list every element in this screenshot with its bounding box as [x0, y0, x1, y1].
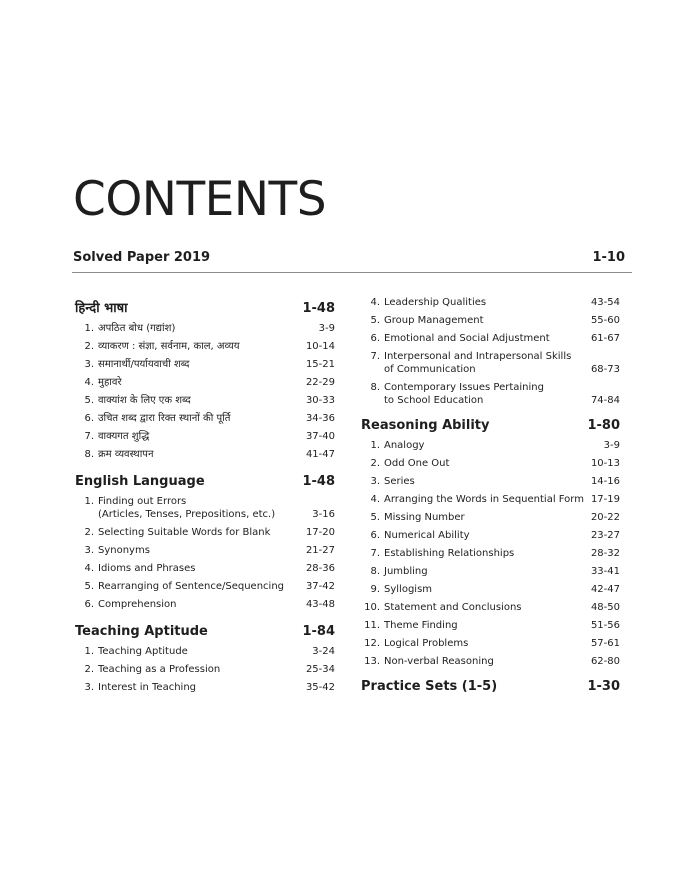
item-pages: 55-60	[590, 315, 620, 326]
item-number: 1.	[84, 496, 94, 507]
item-pages: 33-41	[590, 566, 620, 577]
item-number: 1.	[84, 323, 94, 334]
item-number: 4.	[370, 297, 380, 308]
toc-item[interactable]	[361, 381, 620, 407]
toc-item[interactable]	[361, 565, 620, 578]
toc-item[interactable]	[75, 663, 335, 676]
item-number: 13.	[364, 656, 380, 667]
toc-item[interactable]	[361, 296, 620, 309]
item-title: Contemporary Issues Pertaining	[384, 382, 544, 393]
item-pages: 37-40	[305, 431, 335, 442]
section-heading[interactable]	[361, 417, 620, 435]
toc-item[interactable]	[75, 448, 335, 461]
item-title: Selecting Suitable Words for Blank	[98, 527, 271, 538]
item-number: 5.	[370, 512, 380, 523]
item-number: 3.	[84, 545, 94, 556]
item-title: मुहावरे	[98, 377, 122, 388]
item-title: Comprehension	[98, 599, 177, 610]
toc-item[interactable]	[361, 547, 620, 560]
item-number: 6.	[370, 333, 380, 344]
item-pages: 48-50	[590, 602, 620, 613]
toc-item[interactable]	[361, 475, 620, 488]
toc-item[interactable]	[75, 562, 335, 575]
item-pages: 43-48	[305, 599, 335, 610]
item-pages: 15-21	[305, 359, 335, 370]
item-number: 10.	[364, 602, 380, 613]
toc-list	[361, 296, 620, 407]
item-number: 2.	[370, 458, 380, 469]
item-pages: 28-36	[305, 563, 335, 574]
item-pages: 14-16	[590, 476, 620, 487]
item-pages: 43-54	[590, 297, 620, 308]
item-pages: 3-9	[603, 440, 620, 451]
toc-item[interactable]	[75, 376, 335, 389]
item-title: Synonyms	[98, 545, 150, 556]
item-pages: 10-14	[305, 341, 335, 352]
item-number: 9.	[370, 584, 380, 595]
item-title: Series	[384, 476, 415, 487]
item-number: 1.	[84, 646, 94, 657]
item-pages: 10-13	[590, 458, 620, 469]
item-title: Interpersonal and Intrapersonal Skills	[384, 351, 572, 362]
item-number: 5.	[84, 581, 94, 592]
left-column	[75, 296, 335, 699]
section-title: English Language	[75, 474, 205, 489]
item-title: व्याकरण : संज्ञा, सर्वनाम, काल, अव्यय	[98, 341, 240, 352]
item-title: Syllogism	[384, 584, 433, 595]
item-number: 5.	[84, 395, 94, 406]
item-number: 3.	[84, 682, 94, 693]
item-title: Numerical Ability	[384, 530, 470, 541]
item-title: Finding out Errors	[98, 496, 187, 507]
item-pages: 42-47	[590, 584, 620, 595]
toc-item[interactable]	[75, 598, 335, 611]
section-heading[interactable]	[75, 300, 335, 318]
toc-item[interactable]	[75, 526, 335, 539]
toc-list	[361, 439, 620, 668]
item-title: Logical Problems	[384, 638, 469, 649]
item-number: 8.	[84, 449, 94, 460]
toc-item[interactable]	[361, 601, 620, 614]
item-number: 4.	[370, 494, 380, 505]
item-title: Leadership Qualities	[384, 297, 487, 308]
item-number: 7.	[370, 548, 380, 559]
toc-item[interactable]	[361, 493, 620, 506]
toc-list	[75, 645, 335, 694]
item-pages: 34-36	[305, 413, 335, 424]
item-title: Emotional and Social Adjustment	[384, 333, 550, 344]
item-title: Statement and Conclusions	[384, 602, 522, 613]
item-title: Theme Finding	[384, 620, 458, 631]
toc-item[interactable]	[75, 544, 335, 557]
item-number: 3.	[84, 359, 94, 370]
toc-item[interactable]	[361, 314, 620, 327]
item-pages: 68-73	[590, 364, 620, 375]
item-pages: 28-32	[590, 548, 620, 559]
toc-list	[75, 495, 335, 611]
item-title: Non-verbal Reasoning	[384, 656, 494, 667]
item-number: 5.	[370, 315, 380, 326]
item-title: Group Management	[384, 315, 484, 326]
item-title: Idioms and Phrases	[98, 563, 196, 574]
item-title: उचित शब्द द्वारा रिक्त स्थानों की पूर्ति	[98, 413, 231, 424]
section-pages: 1-84	[302, 624, 335, 639]
toc-item[interactable]	[75, 580, 335, 593]
item-title: Establishing Relationships	[384, 548, 515, 559]
item-title: Jumbling	[384, 566, 428, 577]
item-number: 6.	[84, 413, 94, 424]
item-number: 1.	[370, 440, 380, 451]
toc-item[interactable]	[361, 529, 620, 542]
item-pages: 37-42	[305, 581, 335, 592]
item-title: of Communication	[384, 364, 476, 375]
toc-item[interactable]	[75, 681, 335, 694]
toc-list	[75, 322, 335, 461]
toc-item[interactable]	[75, 412, 335, 425]
item-title: वाक्यगत शुद्धि	[98, 431, 150, 442]
section-title: Reasoning Ability	[361, 418, 490, 433]
toc-item[interactable]	[361, 350, 620, 376]
toc-item[interactable]	[75, 322, 335, 335]
item-pages: 74-84	[590, 395, 620, 406]
item-title: वाक्यांश के लिए एक शब्द	[98, 395, 191, 406]
item-pages: 35-42	[305, 682, 335, 693]
item-title: क्रम व्यवस्थापन	[98, 449, 154, 460]
page-title: CONTENTS	[73, 172, 327, 227]
toc-item[interactable]	[361, 511, 620, 524]
toc-item[interactable]	[361, 637, 620, 650]
item-pages: 3-24	[312, 646, 335, 657]
divider	[72, 272, 632, 273]
item-pages: 61-67	[590, 333, 620, 344]
section-pages: 1-30	[587, 679, 620, 694]
section-title: हिन्दी भाषा	[75, 301, 128, 316]
item-title: अपठित बोध (गद्यांश)	[98, 323, 176, 334]
item-title: Analogy	[384, 440, 425, 451]
section-pages: 1-80	[587, 418, 620, 433]
right-column	[361, 296, 620, 700]
section-pages: 1-48	[302, 474, 335, 489]
item-number: 3.	[370, 476, 380, 487]
item-title: Rearranging of Sentence/Sequencing	[98, 581, 285, 592]
item-number: 2.	[84, 664, 94, 675]
section-heading[interactable]	[361, 678, 620, 696]
item-number: 2.	[84, 527, 94, 538]
toc-item[interactable]	[75, 495, 335, 521]
item-number: 12.	[364, 638, 380, 649]
toc-item[interactable]	[75, 358, 335, 371]
item-number: 8.	[370, 382, 380, 393]
section-heading[interactable]	[75, 473, 335, 491]
toc-item[interactable]	[361, 457, 620, 470]
item-title: to School Education	[384, 395, 484, 406]
toc-item[interactable]	[361, 655, 620, 668]
toc-item[interactable]	[75, 394, 335, 407]
solved-paper-pages: 1-10	[592, 250, 625, 265]
toc-item[interactable]	[361, 583, 620, 596]
item-pages: 57-61	[590, 638, 620, 649]
item-number: 4.	[84, 377, 94, 388]
item-title: (Articles, Tenses, Prepositions, etc.)	[98, 509, 276, 520]
solved-paper-entry[interactable]	[73, 250, 625, 270]
toc-item[interactable]	[361, 439, 620, 452]
section-pages: 1-48	[302, 301, 335, 316]
toc-item[interactable]	[75, 430, 335, 443]
item-title: Interest in Teaching	[98, 682, 196, 693]
item-number: 7.	[84, 431, 94, 442]
item-pages: 51-56	[590, 620, 620, 631]
item-title: Missing Number	[384, 512, 465, 523]
item-pages: 20-22	[590, 512, 620, 523]
item-number: 7.	[370, 351, 380, 362]
item-pages: 17-20	[305, 527, 335, 538]
item-pages: 25-34	[305, 664, 335, 675]
item-number: 8.	[370, 566, 380, 577]
item-number: 6.	[370, 530, 380, 541]
toc-item[interactable]	[361, 332, 620, 345]
item-title: Teaching Aptitude	[98, 646, 188, 657]
item-pages: 3-16	[312, 509, 335, 520]
section-title: Practice Sets (1-5)	[361, 679, 498, 694]
item-number: 2.	[84, 341, 94, 352]
toc-item[interactable]	[361, 619, 620, 632]
solved-paper-label: Solved Paper 2019	[73, 250, 211, 265]
item-title: Teaching as a Profession	[98, 664, 221, 675]
item-pages: 22-29	[305, 377, 335, 388]
item-pages: 23-27	[590, 530, 620, 541]
item-pages: 17-19	[590, 494, 620, 505]
item-pages: 41-47	[305, 449, 335, 460]
item-pages: 3-9	[318, 323, 335, 334]
toc-item[interactable]	[75, 340, 335, 353]
section-heading[interactable]	[75, 623, 335, 641]
item-number: 4.	[84, 563, 94, 574]
item-title: Odd One Out	[384, 458, 450, 469]
item-number: 6.	[84, 599, 94, 610]
item-number: 11.	[364, 620, 380, 631]
section-title: Teaching Aptitude	[75, 624, 208, 639]
item-pages: 62-80	[590, 656, 620, 667]
item-title: Arranging the Words in Sequential Form	[384, 494, 584, 505]
toc-item[interactable]	[75, 645, 335, 658]
item-pages: 30-33	[305, 395, 335, 406]
item-title: समानार्थी/पर्यायवाची शब्द	[98, 359, 190, 370]
item-pages: 21-27	[305, 545, 335, 556]
